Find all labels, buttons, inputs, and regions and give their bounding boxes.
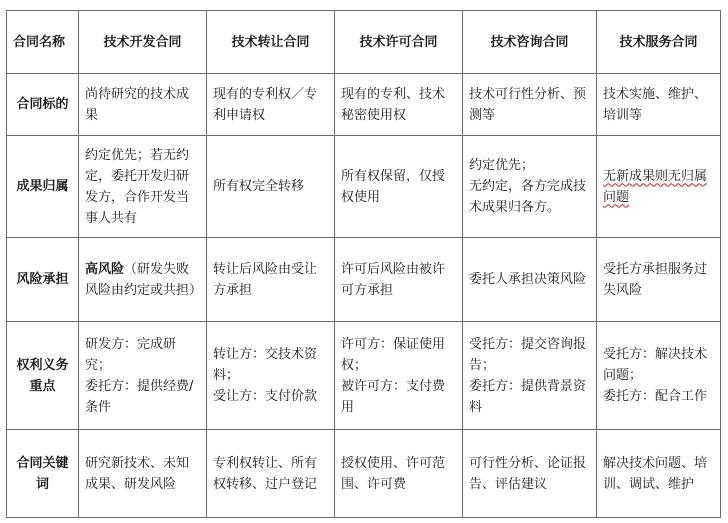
- table-row: [7, 238, 721, 322]
- cell-line: 委托方：提供背景资料: [469, 378, 587, 415]
- cell-line: 约定优先；: [469, 158, 535, 173]
- table-cell: 所有权保留，仅授权使用: [335, 136, 463, 238]
- table-cell: 专利权转让、所有权转移、过户登记: [207, 430, 335, 518]
- cell-line: 受托方：提交咨询报告；: [469, 336, 587, 373]
- table-cell: 技术实施、维护、培训等: [597, 74, 721, 136]
- table-cell: 约定优先；若无约定，委托开发归研发方，合作开发当事人共有: [79, 136, 207, 238]
- table-cell: 技术可行性分析、预测等: [463, 74, 597, 136]
- table-cell: 受托方承担服务过失风险: [597, 238, 721, 322]
- table-cell: [79, 322, 207, 430]
- table-row: [7, 74, 721, 136]
- cell-line: 转让方：交技术资料；: [213, 347, 318, 383]
- column-header-consult: 技术咨询合同: [463, 11, 597, 74]
- row-header-ownership: 成果归属: [7, 136, 79, 238]
- table-cell: [597, 136, 721, 238]
- column-header-dev: 技术开发合同: [79, 11, 207, 74]
- table-cell: 现有的专利权／专利申请权: [207, 74, 335, 136]
- table-cell: 尚待研究的技术成果: [79, 74, 207, 136]
- column-header-transfer: 技术转让合同: [207, 11, 335, 74]
- table-row: [7, 430, 721, 518]
- emphasis-text: 高风险: [85, 261, 125, 277]
- column-header-service: 技术服务合同: [597, 11, 721, 74]
- cell-line: 无约定，各方完成技术成果归各方。: [469, 179, 587, 215]
- cell-line: 许可方：保证使用权；: [341, 336, 446, 373]
- table-row: [7, 136, 721, 238]
- table-cell: [597, 322, 721, 430]
- table-cell: 可行性分析、论证报告、评估建议: [463, 430, 597, 518]
- table-cell: [335, 322, 463, 430]
- contract-comparison-table: [6, 10, 721, 518]
- table-cell: 委托人承担决策风险: [463, 238, 597, 322]
- cell-line: 受让方：支付价款: [213, 389, 318, 404]
- cell-line: 受托方：解决技术问题；: [603, 347, 708, 383]
- row-header-rights: 权利义务重点: [7, 322, 79, 430]
- cell-line: 委托方：提供经费/条件: [85, 378, 194, 415]
- table-row: [7, 322, 721, 430]
- table-cell: 现有的专利、技术秘密使用权: [335, 74, 463, 136]
- row-header-keywords: 合同关键词: [7, 430, 79, 518]
- header-row: [7, 11, 721, 74]
- table-cell: [463, 136, 597, 238]
- cell-line: 被许可方：支付费用: [341, 378, 446, 415]
- corner-cell: 合同名称: [7, 11, 79, 74]
- spellcheck-flagged-text: 无新成果则无归属问题: [603, 168, 708, 205]
- cell-text: （研发失败风险由约定或共担）: [85, 261, 203, 298]
- table-cell: 所有权完全转移: [207, 136, 335, 238]
- table-cell: 许可后风险由被许可方承担: [335, 238, 463, 322]
- table-cell: 转让后风险由受让方承担: [207, 238, 335, 322]
- table-cell: [463, 322, 597, 430]
- table-cell: 解决技术问题、培训、调试、维护: [597, 430, 721, 518]
- column-header-license: 技术许可合同: [335, 11, 463, 74]
- table-cell: 授权使用、许可范围、许可费: [335, 430, 463, 518]
- table-cell: 研究新技术、未知成果、研发风险: [79, 430, 207, 518]
- cell-line: 委托方：配合工作: [603, 389, 708, 404]
- table-cell: [79, 238, 207, 322]
- row-header-subject: 合同标的: [7, 74, 79, 136]
- row-header-risk: 风险承担: [7, 238, 79, 322]
- cell-line: 研发方：完成研究；: [85, 336, 177, 373]
- table-cell: [207, 322, 335, 430]
